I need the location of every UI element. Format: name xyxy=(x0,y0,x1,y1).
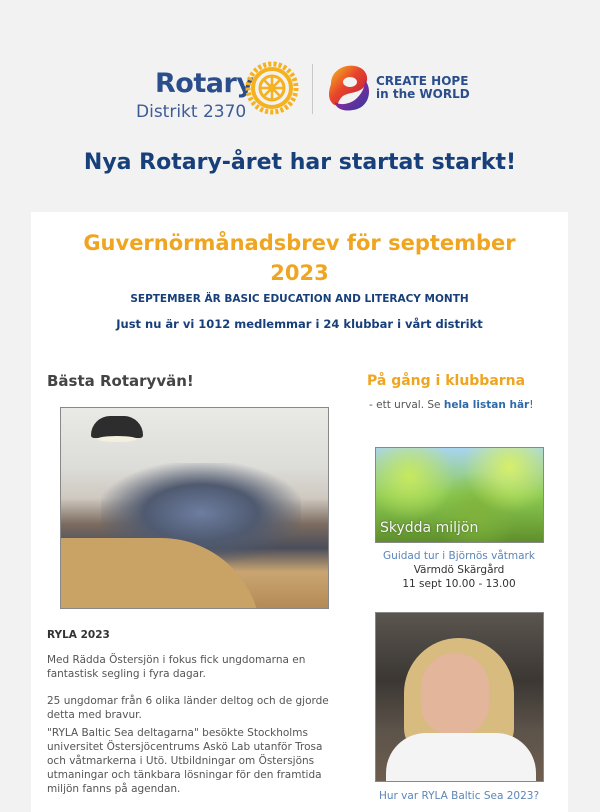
article-paragraph: "RYLA Baltic Sea deltagarna" besökte Stockholms universitet Östersjöcentrums Askö Lab utanför Trosa och våtmarkerna i Utö. Utbildningar om Östersjöns utmaningar och tänkbara lösningar för den framtida miljön fanns på agendan. xyxy=(47,727,323,795)
event-title-link[interactable]: Guidad tur i Björnös våtmark xyxy=(383,550,535,562)
newsletter-title-line-2: 2023 xyxy=(270,261,329,285)
month-theme: SEPTEMBER ÄR BASIC EDUCATION AND LITERACY MONTH xyxy=(130,293,469,305)
header-logos xyxy=(0,58,600,124)
rotary-wordmark: Rotary xyxy=(155,68,254,99)
event-image-forest[interactable] xyxy=(375,447,544,543)
event-image-portrait[interactable] xyxy=(375,612,544,782)
campaign-line-2: in the WORLD xyxy=(376,87,470,101)
greeting-heading: Bästa Rotaryvän! xyxy=(47,372,194,390)
subtitle-prefix: - ett urval. Se xyxy=(369,399,444,411)
rotary-wheel-icon xyxy=(244,60,300,116)
newsletter-title-line-1: Guvernörmånadsbrev för september xyxy=(83,231,516,255)
full-list-link[interactable]: hela listan här xyxy=(443,399,530,411)
face-shape xyxy=(421,653,489,735)
event-location: Värmdö Skärgård xyxy=(413,564,505,576)
event-image-caption: Skydda miljön xyxy=(380,520,479,536)
article-heading: RYLA 2023 xyxy=(47,629,110,641)
newsletter-card xyxy=(31,212,568,812)
campaign-slogan xyxy=(376,75,470,101)
campaign-line-1: CREATE HOPE xyxy=(376,74,469,88)
shirt-shape xyxy=(386,733,536,782)
club-events-heading: På gång i klubbarna xyxy=(367,373,526,389)
create-hope-logo-icon xyxy=(325,62,373,114)
logo-divider xyxy=(312,64,313,114)
members-count: Just nu är vi 1012 medlemmar i 24 klubbar i vårt distrikt xyxy=(116,317,483,331)
article-paragraph: 25 ungdomar från 6 olika länder deltog och de gjorde detta med bravur. xyxy=(47,695,329,721)
newsletter-title xyxy=(31,228,568,288)
district-label: Distrikt 2370 xyxy=(136,102,247,122)
event-title-link[interactable]: Hur var RYLA Baltic Sea 2023? xyxy=(378,790,540,802)
subtitle-suffix: ! xyxy=(529,399,534,411)
page-headline: Nya Rotary-året har startat starkt! xyxy=(83,150,517,175)
club-events-subtitle xyxy=(369,399,533,411)
event-time: 11 sept 10.00 - 13.00 xyxy=(402,578,516,590)
article-paragraph: Med Rädda Östersjön i fokus fick ungdomarna en fantastisk segling i fyra dagar. xyxy=(47,654,306,680)
lamp-shape xyxy=(91,416,143,438)
ryla-group-photo[interactable] xyxy=(60,407,329,609)
